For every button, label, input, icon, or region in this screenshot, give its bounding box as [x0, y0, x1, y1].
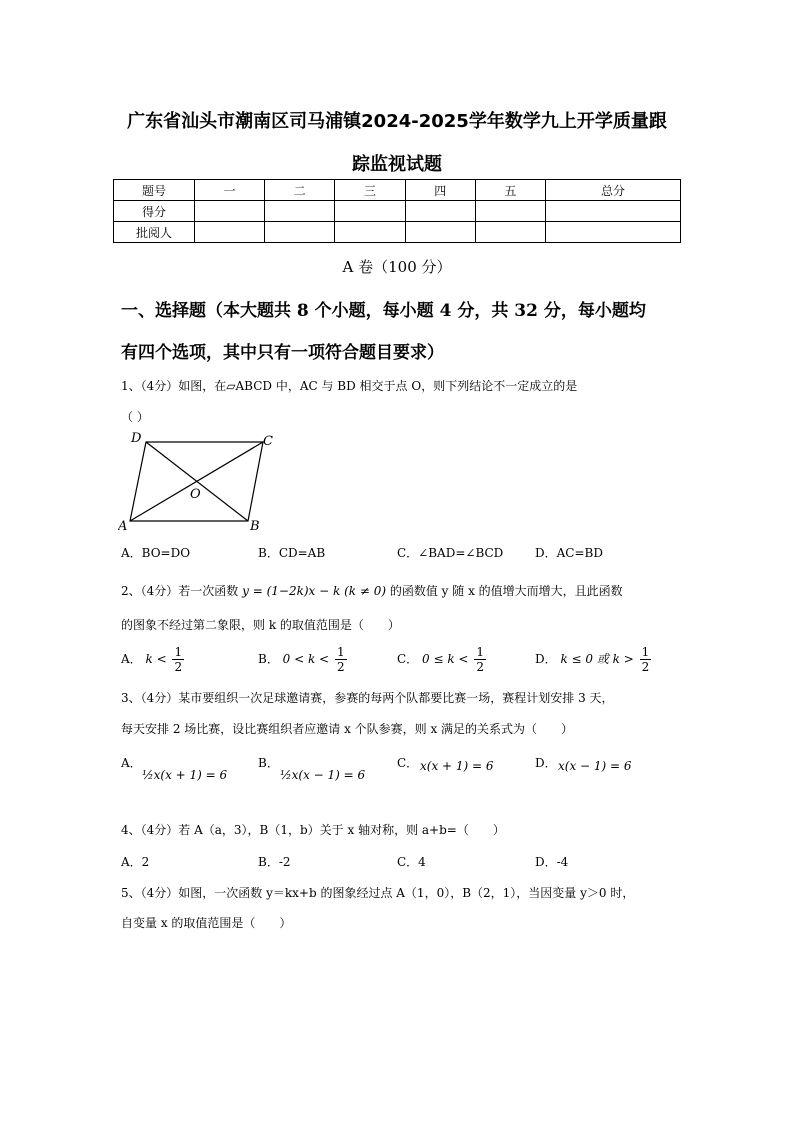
question4-option-c: C．4 — [397, 855, 426, 869]
question1-option-c: C．∠BAD=∠BCD — [397, 546, 504, 560]
question1-paren: （ ） — [121, 410, 149, 424]
fraction — [640, 645, 652, 674]
question2-function: y = (1−2k)x − k (k ≠ 0) — [242, 584, 387, 598]
question5-line2: 自变量 x 的取值范围是（ ） — [121, 916, 292, 930]
fraction-numerator: 1 — [336, 645, 345, 659]
question2-option-d — [535, 645, 653, 674]
question2-line1 — [121, 582, 623, 599]
exam-title-line2: 踪监视试题 — [352, 154, 442, 175]
score-cell — [475, 201, 545, 222]
question1-option-a: A．BO=DO — [121, 546, 191, 560]
score-header-cell: 三 — [335, 180, 405, 201]
option-label: C． — [397, 652, 419, 666]
parallelogram-figure — [118, 430, 288, 532]
score-table — [113, 179, 681, 243]
score-cell — [405, 222, 475, 243]
score-row-label: 批阅人 — [114, 222, 195, 243]
question3-option-c-math: x(x + 1) = 6 — [420, 759, 494, 773]
fraction-numerator: 1 — [174, 645, 183, 659]
question3-option-d-label: D． — [535, 756, 557, 770]
option-label: A． — [121, 652, 142, 666]
score-header-cell: 题号 — [114, 180, 195, 201]
score-header-cell: 五 — [475, 180, 545, 201]
score-header-cell: 一 — [195, 180, 265, 201]
section1-heading-line2: 有四个选项，其中只有一项符合题目要求） — [121, 343, 444, 363]
exam-title-line1: 广东省汕头市潮南区司马浦镇2024-2025学年数学九上开学质量跟 — [127, 111, 667, 132]
question3-line2: 每天安排 2 场比赛，设比赛组织者应邀请 x 个队参赛，则 x 满足的关系式为（ ） — [121, 722, 574, 736]
score-row-label: 得分 — [114, 201, 195, 222]
question1-option-d: D．AC=BD — [535, 546, 603, 560]
score-table-row — [114, 201, 681, 222]
question4-option-b: B．-2 — [258, 855, 291, 869]
fraction-denominator: 2 — [476, 660, 484, 674]
score-table-row — [114, 222, 681, 243]
option-math: k ≤ 0 或 k > — [560, 652, 634, 666]
section1-heading-line1: 一、选择题（本大题共 8 个小题，每小题 4 分，共 32 分，每小题均 — [121, 301, 646, 321]
option-label: B． — [258, 652, 279, 666]
option-label: D． — [535, 652, 557, 666]
vertex-label-b: B — [250, 519, 260, 532]
score-cell — [405, 201, 475, 222]
fraction-numerator: 1 — [476, 645, 484, 659]
score-table-header-row — [114, 180, 681, 201]
fraction — [474, 645, 486, 674]
fraction — [172, 645, 184, 674]
fraction-denominator: 2 — [641, 660, 650, 674]
option-math: 0 ≤ k < — [422, 652, 469, 666]
question2-option-b — [258, 645, 349, 674]
fraction-denominator: 2 — [174, 660, 183, 674]
question3-option-a-math: ½x(x + 1) = 6 — [142, 768, 228, 782]
question3-option-d-math: x(x − 1) = 6 — [558, 759, 632, 773]
center-label-o: O — [190, 487, 201, 502]
score-cell — [195, 201, 265, 222]
question3-option-b-label: B． — [258, 756, 279, 770]
question1-stem: 1、（4分）如图，在▱ABCD 中，AC 与 BD 相交于点 O，则下列结论不一定成立的是 — [121, 379, 578, 393]
score-header-cell: 四 — [405, 180, 475, 201]
question2-line2: 的图象不经过第二象限，则 k 的取值范围是（ ） — [121, 618, 400, 632]
vertex-label-a: A — [118, 519, 128, 532]
fraction-numerator: 1 — [641, 645, 650, 659]
question2-stem-pre: 2、（4分）若一次函数 — [121, 584, 239, 598]
question3-option-c-label: C． — [397, 756, 419, 770]
question4-option-d: D．-4 — [535, 855, 569, 869]
question3-line1: 3、（4分）某市要组织一次足球邀请赛，参赛的每两个队都要比赛一场，赛程计划安排 3 天， — [121, 691, 614, 705]
score-cell — [475, 222, 545, 243]
question2-stem-post: 的函数值 y 随 x 的值增大而增大，且此函数 — [389, 584, 623, 598]
fraction-denominator: 2 — [336, 660, 345, 674]
score-cell — [335, 201, 405, 222]
score-cell — [335, 222, 405, 243]
question4-option-a: A．2 — [121, 855, 150, 869]
question1-option-b: B．CD=AB — [258, 546, 326, 560]
section-a-heading: A 卷（100 分） — [342, 258, 452, 276]
score-cell — [265, 201, 335, 222]
question3-option-a-label: A． — [121, 756, 142, 770]
option-math: 0 < k < — [282, 652, 330, 666]
question5-line1: 5、（4分）如图，一次函数 y＝kx+b 的图象经过点 A（1，0），B（2，1），当因变量 y＞0 时， — [121, 886, 635, 900]
fraction — [335, 645, 347, 674]
option-math: k < — [145, 652, 167, 666]
diagonal-bd — [146, 442, 248, 521]
score-header-cell: 总分 — [546, 180, 681, 201]
score-cell — [195, 222, 265, 243]
score-header-cell: 二 — [265, 180, 335, 201]
score-cell — [546, 222, 681, 243]
question2-option-c — [397, 645, 488, 674]
question3-option-b-math: ½x(x − 1) = 6 — [280, 768, 366, 782]
question2-option-a — [121, 645, 186, 674]
question4-stem: 4、（4分）若 A（a，3），B（1，b）关于 x 轴对称，则 a+b=（ ） — [121, 823, 505, 837]
vertex-label-c: C — [263, 434, 273, 449]
score-cell — [546, 201, 681, 222]
score-cell — [265, 222, 335, 243]
vertex-label-d: D — [131, 431, 142, 446]
